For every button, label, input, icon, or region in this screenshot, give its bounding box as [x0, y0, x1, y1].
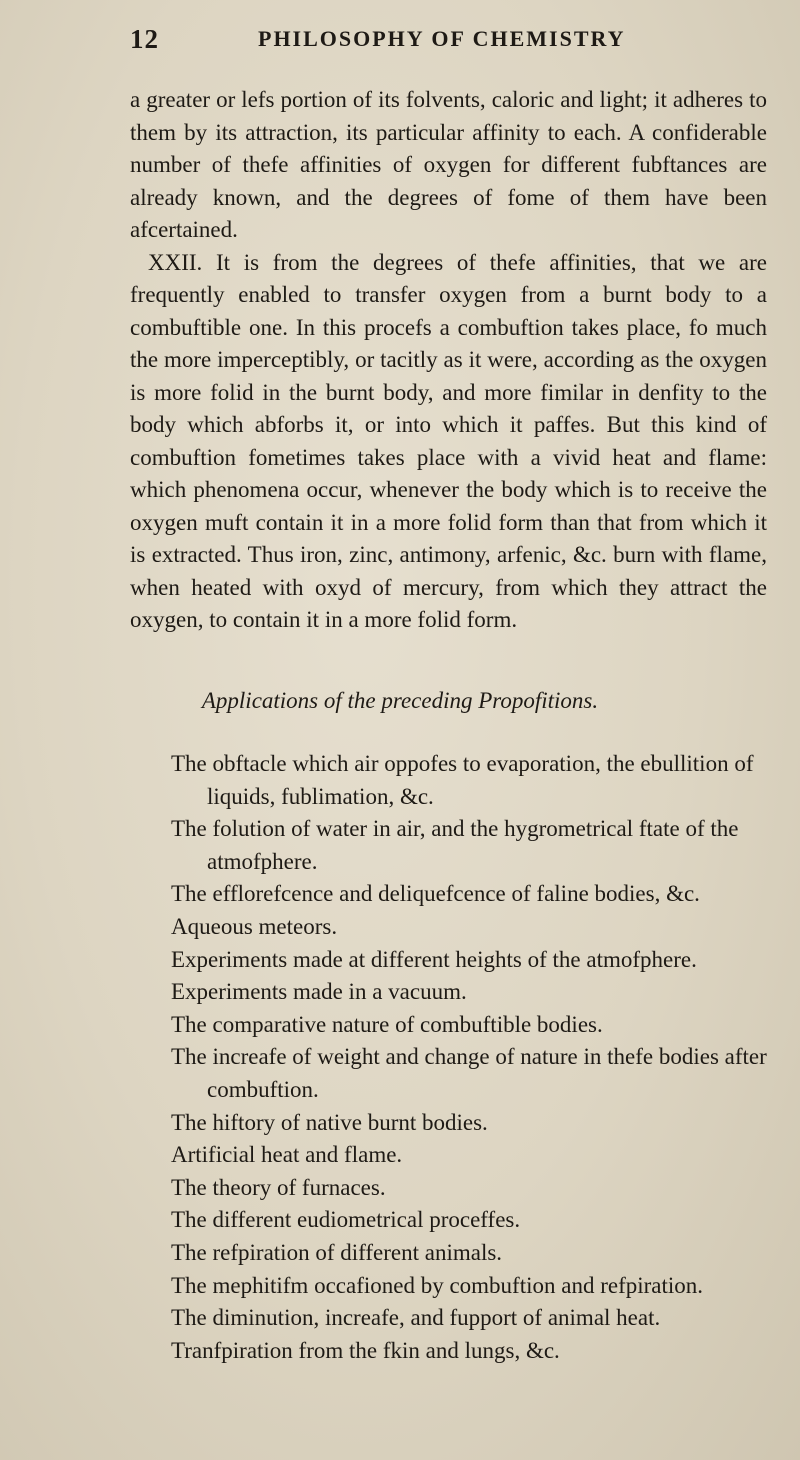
paragraph-xxii: XXII. It is from the degrees of thefe affinities, that we are frequently enabled to transfer oxygen from a burnt body to a combuftible one. In this procefs a combuftion takes place, fo much the more imperceptibly, or tacitly as it were, according as the oxygen is more folid in the burnt body, and more fimilar in denfity to the body which abforbs it, or into which it paffes. But this kind of combuftion fometimes takes place with a vivid heat and flame: which phenomena occur, whenever the body which is to receive the oxygen muft contain it in a more folid form than that from which it is extracted. Thus iron, zinc, antimony, arfenic, &c. burn with flame, when heated with oxyd of mercury, from which they attract the oxygen, to contain it in a more folid form. [130, 249, 767, 632]
list-item: The mephitifm occafioned by combuftion and refpiration. [171, 1272, 704, 1298]
list-item: Tranfpiration from the fkin and lungs, &c. [171, 1337, 560, 1363]
list-item: The obftacle which air oppofes to evaporation, the ebullition of liquids, fublimation, &c. [171, 751, 754, 809]
page-header [0, 24, 800, 64]
list-item: The hiftory of native burnt bodies. [171, 1109, 488, 1135]
list-item: The theory of furnaces. [171, 1174, 386, 1200]
list-item: Experiments made at different heights of the atmofphere. [171, 946, 697, 972]
list-item: The efflorefcence and deliquefcence of faline bodies, &c. [171, 881, 700, 907]
list-item: Experiments made in a vacuum. [171, 979, 467, 1005]
section-heading: Applications of the preceding Propofitions. [201, 688, 599, 713]
list-item: Artificial heat and flame. [171, 1142, 403, 1168]
list-item: The refpiration of different animals. [171, 1239, 503, 1265]
list-item: The comparative nature of combuftible bodies. [171, 1011, 603, 1037]
page-number: 12 [130, 24, 159, 54]
list-item: The folution of water in air, and the hygrometrical ftate of the atmofphere. [171, 816, 739, 874]
list-item: The increafe of weight and change of nature in thefe bodies after combuftion. [171, 1044, 767, 1102]
list-item: The different eudiometrical proceffes. [171, 1207, 521, 1233]
paragraph-continuation: a greater or lefs portion of its folvents, caloric and light; it adheres to them by its attraction, its particular affinity to each. A confiderable number of thefe affinities of oxygen for different fubftances are already known, and the degrees of fome of them have been afcertained. [130, 87, 767, 242]
running-head: PHILOSOPHY OF CHEMISTRY [258, 26, 626, 51]
body-text [130, 84, 767, 637]
list-item: The diminution, increafe, and fupport of animal heat. [171, 1305, 661, 1331]
applications-list [171, 748, 767, 1367]
list-item: Aqueous meteors. [171, 913, 338, 939]
